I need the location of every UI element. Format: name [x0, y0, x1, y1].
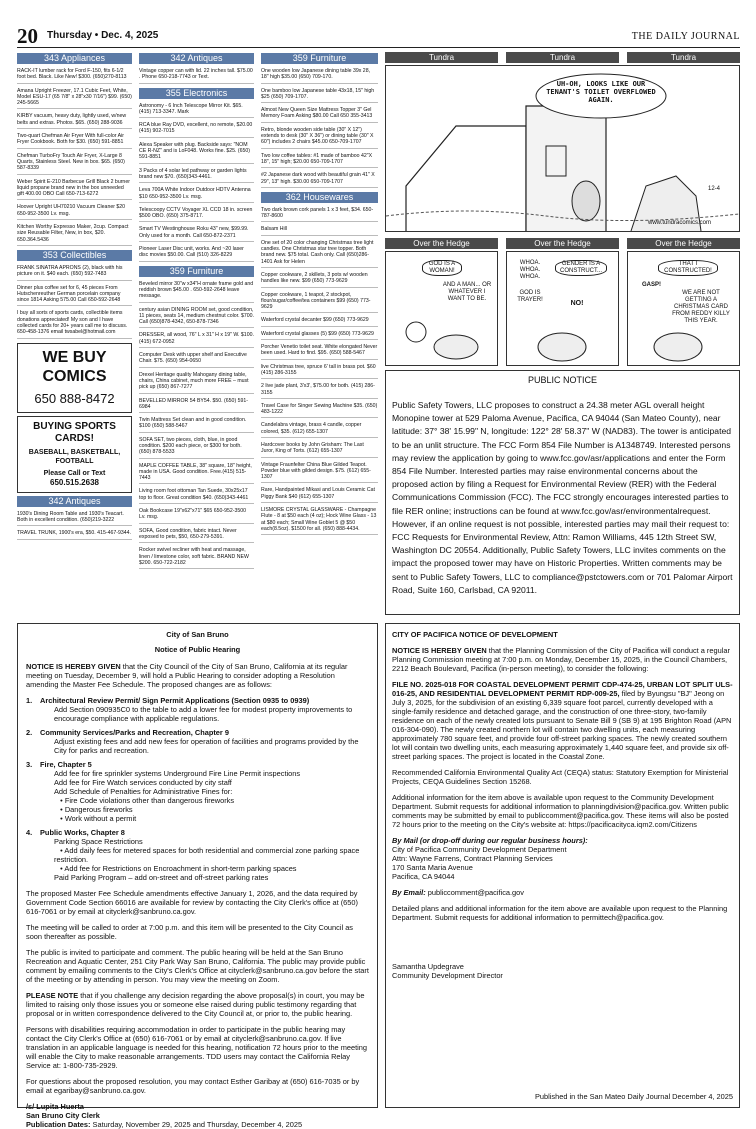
san-bruno-notice [17, 623, 378, 1129]
classified-ad: 1930's Dining Room Table and 1930's Teacart. Both in excellent condition. (650)219-3222 [17, 511, 132, 527]
page-number: 20 [17, 24, 38, 48]
classifieds-column-1 [17, 52, 132, 617]
classified-ad: One wooden low Japanese dining table 39x 28, 18" high $35.00 (650) 709-170. [261, 68, 378, 84]
classified-ad: 3 Packs of 4 solar led pathway or garden lights brand new $70. (650)343-4461. [139, 168, 254, 184]
fee-subitem: Add fee for fire sprinkler systems Underground Fire Line Permit inspections [54, 769, 301, 778]
classified-ad: Smart TV Westinghouse Roku 43" new, $99.99. Only used for a month. Call 650-872-2371 [139, 226, 254, 242]
fee-items-list [26, 696, 369, 882]
classified-ad: FRANK SINATRA APRONS (2), black with his picture on it. $40 each. (650) 592-7483 [17, 265, 132, 281]
ad-phone: 650 888-8472 [34, 390, 115, 406]
fee-item: 3. Fire, Chapter 5 Add fee for fire sprinkler systems Underground Fire Line Permit inspections Add fee for Fire Watch services conducted by city staff Add Schedule of Penalties for Administrative Fines for: • Fire Code violations other than dangerous fireworks • Dangerous fireworks • Work without a permit [26, 760, 369, 823]
signature: Samantha Updegrave Community Development Director [392, 962, 503, 980]
classified-ad: Computer Desk with upper shelf and Executive Chair. $75. (650) 954-0650 [139, 352, 254, 368]
classifieds-column-3 [261, 52, 378, 617]
notice-subtitle: Notice of Public Hearing [154, 645, 241, 654]
fee-item: 4. Public Works, Chapter 8 Parking Space Restrictions • Add daily fees for metered spaces for both residential and commercial zone parking space restriction. • Add fee for Restrictions on Encroachment in short-term parking spaces Paid Parking Program – add on-street and off-street parking rates [26, 828, 369, 882]
classified-ad: TRAVEL TRUNK, 1900's era, $50. 415-467-9344. [17, 530, 132, 539]
classified-ad: RACK-IT lumber rack for Ford F-150, fits 6-1/2 foot bed. Black. Like New! $300. (650)270-8113 [17, 68, 132, 84]
classified-ad: Two-quart Chefman Air Fryer With full-color Air Fryer Cookbook. Both for $30. (650) 591-8851 [17, 133, 132, 149]
email-section: By Email: publiccomment@pacifica.gov [392, 888, 524, 897]
notice-paragraph: Additional information for the item above is available upon request to the Community Development Department. Submit requests for additional information to planningdivision@pacifica.gov. Written public comments may be submitted by email to publiccomment@pacifica.gov. These items will also be posted 72 hours prior to the meeting on the City's website at: https://pacificacityca.iqm2.com/Citizens [392, 793, 729, 829]
fee-subitem: • Dangerous fireworks [54, 805, 133, 814]
category-header: 342 Antiques [17, 496, 132, 507]
page-header [17, 26, 740, 48]
notice-body: Public Safety Towers, LLC proposes to construct a 24.38 meter AGL overall height Monopine tower at 529 Paloma Avenue, Pacifica, CA 94044 (San Mateo County), near latitude: 37° 38' 15.99" N, longitude: 122° 28' 58.37" W (NAD83). The tower is anticipated to be an unlit structure. The FCC Form 854 File Number is A1348749. Interested persons may review the application by going to www.fcc.gov/asr/applications and enter the Form 854 File Number. Interested parties may raise environmental concerns about the proposed action by filing a Request for Environmental Review (RER) with the Federal Communications Commission (FCC). The FCC strongly encourages interested parties to file RER online; instructions can be found at www.fcc.gov/asr/environmentalrequest. However, if an online request is not possible, interested parties may mail their request to: FCC Requests for Environmental Review, Attn: Ramon Williams, 445 12th Street SW, Washington DC 20554. Additionally, Public Safety Towers, LLC invites comments on the impact the proposed tower may have on Historic Properties. Written comments may be sent to Public Safety Towers, LLC to compliance@pstctowers.com or 701 Palomar Airport Road, Suite 160, Carlsbad, CA 92011. [392, 400, 733, 595]
classified-ad: One bamboo low Japanese table 43x18, 15" high $25 (650) 709-1707. [261, 88, 378, 104]
classified-ad: Two dark brown cork panels 1 x 3 feet, $34. 650-787-8600 [261, 207, 378, 223]
fee-subitem: • Fire Code violations other than dangerous fireworks [54, 796, 235, 805]
speech-bubble: GOD IS TRAYER! [517, 290, 543, 303]
category-header: 343 Appliances [17, 53, 132, 64]
classified-ad: Rocker swivel recliner with heat and massage, linen / limestone color, soft fabric. BRAND NEW $200. 650-722-2182 [139, 547, 254, 569]
classified-ad: Waterford crystal decanter $99 (650) 773-9629 [261, 317, 378, 326]
classified-ad: Copper cookware, 2 skillets, 3 pots w/ wooden handles like new. $99 (650) 773-9629 [261, 272, 378, 288]
classified-ad: Travel Case for Singer Sewing Machine $35. (650) 483-1222 [261, 403, 378, 419]
speech-bubble: GOD IS A WOMAN! [422, 260, 462, 276]
category-header: 362 Housewares [261, 192, 378, 203]
classified-ad: Vintage Fraunfelter China Blue Gilded Teapot. Powder blue with gilded design. $75. (612) 655-1307 [261, 462, 378, 484]
fee-subitem: Add Section 090935C0 to the table to add a lower fee for modest property improvements to encourage compliance with applicable regulations. [54, 705, 355, 723]
classified-ad: Waterford crystal glasses (5) $99 (650) 773-9629 [261, 331, 378, 340]
classified-ad: #2 Japanese dark wood with beautiful grain 41" X 29", 13" high. $30.00 650-709-1707 [261, 172, 378, 188]
classified-ad: SOFA SET, two pieces, cloth, blue, in good condition. $200 each piece, or $300 for both. (650) 878-5533 [139, 437, 254, 459]
notice-intro: NOTICE IS HEREBY GIVEN that the City Council of the City of San Bruno, California at its regular meeting on Tuesday, December 9, will hold a Public Hearing to consider adopting a Resolution amending the Master Fee Schedule. The proposed changes are as follows: [26, 662, 348, 689]
classifieds-column-2 [139, 52, 254, 617]
comic-panel [627, 251, 740, 366]
comic-panel [385, 65, 740, 232]
classified-ad: Copper cookware, 1 teapot, 2 stockpot, flour/sugar/coffee/tea containers $99 (650) 773-9629 [261, 292, 378, 314]
speech-bubble: THAT I CONSTRUCTED! [658, 260, 718, 276]
classified-ad: 2 live jade plant, 3'x3', $75.00 for both. (415) 286-3155 [261, 383, 378, 399]
comic-title: Tundra [506, 52, 619, 63]
signature: /s/ Lupita Huerta San Bruno City Clerk Publication Dates: Saturday, November 29, 2025 and Thursday, December 4, 2025 [26, 1102, 303, 1129]
we-buy-comics-ad [17, 343, 132, 413]
classified-ad: Oak Bookcase 19"x62"x71" $65 650-952-3500 Lv. msg. [139, 508, 254, 524]
over-the-hedge-comic [385, 238, 740, 366]
paper-name: THE DAILY JOURNAL [631, 31, 740, 42]
classified-ad: Two low coffee tables: #1 made of bamboo 42"X 18", 15" high; $20.00 650-709-1707 [261, 153, 378, 169]
pacifica-notice [385, 623, 740, 1108]
classified-ad: Porcher Venetio toilet seat. White elongated Never been used. Hard to find. $95. (650) 588-5467 [261, 344, 378, 360]
speech-bubble: GENDER IS A CONSTRUCT... [555, 260, 607, 276]
fee-subitem: Add Schedule of Penalties for Administrative Fines for: [54, 787, 233, 796]
issue-date: Thursday • Dec. 4, 2025 [47, 30, 159, 41]
classified-ad: Weber Spirit E-210 Barbecue Grill Black 2 burner liquid propane brand new in the box unneeded gift 400.00 OBO Call 650-713-6272 [17, 179, 132, 201]
tundra-comic [385, 52, 740, 232]
category-header: 353 Collectibles [17, 250, 132, 261]
classified-ad: Telescoopy CCTV Voyager XL CCD 18 in. screen $500 OBO. (650) 375-8717. [139, 207, 254, 223]
notice-paragraph: Persons with disabilities requiring accommodation in order to participate in the public hearing may contact the City Clerk's Office at (650) 616-7061 or by email at cityclerk@sanbruno.ca.gov. If live translation in an applicable language is needed for this hearing, notification 72 hours prior to the meeting will enable the City to make reasonable arrangements. TDD users may contact the California Relay Service at: 1-800-735-2929. [26, 1025, 368, 1070]
comic-panel [506, 251, 619, 366]
comic-website: www.tundracomics.com [648, 220, 712, 226]
fee-subitem: Parking Space Restrictions [54, 837, 143, 846]
classified-ad: Hoover Upright UH70210 Vacuum Cleaner $20 650-952-3500 Lv. msg. [17, 204, 132, 220]
speech-bubble: GASP! [642, 282, 662, 288]
category-header: 359 Furniture [139, 266, 254, 277]
classified-ad: SOFA, Good condition, fabric intact. Never exposed to pets, $50, 650-279-5391. [139, 528, 254, 544]
public-notice-box [385, 370, 740, 615]
ad-call: Please Call or Text [43, 469, 106, 477]
fee-subitem: Add fee for Fire Watch services conducted by city staff [54, 778, 232, 787]
classified-ad: One set of 20 color changing Christmas tree light candles. One Christmas star tree topper. Both brand new. $75 total. Cash only. Call (650)286-1401 Ask for Helen [261, 240, 378, 268]
comic-title: Tundra [627, 52, 740, 63]
category-header: 359 Furniture [261, 53, 378, 64]
classified-ad: Beveled mirror 30"w x34"H ornate frame gold and reddish brown $45.00 . 650-592-2648 leave message. [139, 281, 254, 303]
classified-ad: Chefman TurboFry Touch Air Fryer, X-Large 8 Quarts, Stainless Steel. New in box. $65. (650) 587-8339 [17, 153, 132, 175]
classified-ad: Vintage copper can with lid. 22 inches tall. $75.00 . Phone 650-218-7743 or Text. [139, 68, 254, 84]
notice-paragraph: The meeting will be called to order at 7:00 p.m. and this item will be presented to the City Council as soon thereafter as possible. [26, 923, 353, 941]
classified-ad: DRESSER, all wood, 76" L x 31" H x 19" W. $100. (415) 672-0952 [139, 332, 254, 348]
classified-ad: Balsam Hill [261, 226, 378, 235]
fee-subitem: Paid Parking Program – add on-street and off-street parking rates [54, 873, 269, 882]
comic-title: Over the Hedge [627, 238, 740, 249]
notice-paragraph: FILE NO. 2025-018 FOR COASTAL DEVELOPMENT PERMIT CDP-474-25, URBAN LOT SPLIT ULS-016-25, AND RESIDENTIAL DEVELOPMENT PERMIT RDP-009-25, filed by Byungsu "BJ" Jeong on July 3, 2025, for the subdivision of an existing 6,339 square foot parcel, currently developed with a single-family residence and detached garage, and the construction of one three-story, two-family residence on each of the newly created lots pursuant to Senate Bill 9 (SB 9) at 195 Brighton Road (APN 016-304-090). The newly created northern lot will contain two dwelling units, each measuring approximately 780 square feet, and provide four off-street parking spaces. The newly created southern lot will contain two dwelling units, each measuring approximately 1,440 square feet, and provide six off-street parking spaces. The project is located in the Coastal Zone. [392, 680, 733, 761]
speech-bubble: UH-OH, LOOKS LIKE OUR TENANT'S TOILET OVERFLOWED AGAIN. [546, 80, 656, 104]
classified-ad: Living room foot ottoman Tan Suede, 30x25x17 top to floor. Great condition $40. (650)343-4461 [139, 488, 254, 504]
classified-ad: Hardcover books by John Grisham: The Last Juror, King of Torts. (612) 655-1307 [261, 442, 378, 458]
classified-ad: Alexa Speaker with plug. Backside says: "NOM CE R-NZ" and is LoF048. Works fine. $25. (650) 591-8851 [139, 142, 254, 164]
classified-ad: MAPLE COFFEE TABLE, 38" square, 18" height, made in USA. Good condition. Free.(415) 515-7443 [139, 463, 254, 485]
notice-title: CITY OF PACIFICA NOTICE OF DEVELOPMENT [392, 630, 558, 639]
classified-ad: Kitchen Worthy Expresso Maker, 2cup. Compact size Reusable Filter, New, in box, $20. 650.364.5436 [17, 224, 132, 246]
fee-subitem: Adjust existing fees and add new fees for operation of facilities and programs provided by the City for parks and recreation. [54, 737, 361, 755]
classified-ad: LISMORE CRYSTAL GLASSWARE - Champagne Flute - 8 at $50 each (4 oz); Hock Wine Glass - 13 at $80 each; Small Wine Goblet 5 @ $50 each(8.5oz). $1500 for all. (650) 888-4434. [261, 507, 378, 535]
classified-ad: Candelabra vintage, brass 4 candle, copper colored, $35. (612) 655-1307 [261, 422, 378, 438]
classified-ad: Almost New Queen Size Mattress Topper 3" Gel Memory Foam Asking $80.00 Call 650 355-3413 [261, 107, 378, 123]
published-line: Published in the San Mateo Daily Journal December 4, 2025 [534, 1092, 733, 1101]
classified-ad: Leva 700A White Indoor Outdoor HDTV Antenna $10 650-952-3500 Lv. msg. [139, 187, 254, 203]
notice-paragraph: For questions about the proposed resolution, you may contact Esther Garibay at (650) 616-7035 or by email at egaribay@sanbruno.ca.gov. [26, 1077, 360, 1095]
comic-title: Over the Hedge [385, 238, 498, 249]
classified-ad: Retro, blonde wooden side table (30" X 12") extends to desk (30" X 36") or dining table (30" X 60") includes 2 chairs $45.00 650-709-1707 [261, 127, 378, 149]
classified-ad: Amana Upright Freezer, 17.1 Cubic Feet, White, Model ESU-17 (65 7/8" x 28"x30 7/16") $99. (650) 245-5665 [17, 88, 132, 110]
classified-ad: Rare, Handpainted Mikasi and Louis Ceramic Cat Piggy Bank $40 (612) 655-1307 [261, 487, 378, 503]
ad-subtitle: BASEBALL, BASKETBALL, FOOTBALL [28, 448, 121, 465]
notice-paragraph: NOTICE IS HEREBY GIVEN that the Planning Commission of the City of Pacifica will conduct a regular Planning Commission meeting at 7:00 p.m. on Monday, December 15, 2025, in the Council Chambers, 2212 Beach Boulevard, Pacifica (in-person meeting), to consider the following: [392, 646, 730, 673]
notice-title: PUBLIC NOTICE [527, 375, 597, 385]
buying-sports-cards-ad [17, 416, 132, 493]
notice-paragraph: PLEASE NOTE that if you challenge any decision regarding the above proposal(s) in court, you may be limited to raising only those issues you or someone else raised during public testimony regarding that proposal or in written correspondence delivered to the City Council at, or prior to, the public hearing. [26, 991, 365, 1018]
speech-bubble: WE ARE NOT GETTING A CHRISTMAS CARD FROM REDDY KILLY THIS YEAR. [672, 290, 730, 324]
notice-title: City of San Bruno [166, 630, 229, 639]
classified-ad: KIRBY vacuum, heavy duty, lightly used, w/new belts and extras. Photos. $65. (650) 288-9036 [17, 113, 132, 129]
classified-ad: I buy all sorts of sports cards, collectible items donations appreciated! My son and I have collected cards for 20+ years call me to discuss. 650-458-1376 email twsabel@hotmail.com [17, 310, 132, 338]
notice-paragraph: Detailed plans and additional information for the item above are available upon request to the Planning Department. Submit requests for additional information to permittech@pacifica.gov. [392, 904, 728, 922]
classified-ad: Pioneer Laser Disc unit, works. And ~20 laser disc movies $50.00. Call (510) 326-8229 [139, 246, 254, 262]
classified-ad: Twin Mattress Set clean and in good condition. $100 (650) 588-5467 [139, 417, 254, 433]
classified-ad: BEVELLED MIRROR 54 BY54. $50. (650) 591-6984 [139, 398, 254, 414]
classified-ad: Astronomy - 6 Inch Telescope Mirror Kit. $65. (415) 713-3347. Mark [139, 103, 254, 119]
comic-date: 12-4 [708, 186, 721, 192]
comic-panel [385, 251, 498, 366]
notice-paragraph: Recommended California Environmental Quality Act (CEQA) status: Statutory Exemption for Ministerial Projects, CEQA Guidelines Section 15268. [392, 768, 729, 786]
mail-section: By Mail (or drop-off during our regular business hours): City of Pacifica Community Development Department Attn: Wayne Farrens, Contract Planning Services 170 Santa Maria Avenue Pacifica, CA 94044 [392, 836, 588, 881]
classified-ad: RCA blue Ray DVD, excellent, no remote, $20.00 (415) 902-7015 [139, 122, 254, 138]
fee-item: 2. Community Services/Parks and Recreation, Chapter 9 Adjust existing fees and add new fees for operation of facilities and programs provided by the City for parks and recreation. [26, 728, 369, 755]
classified-ad: Drexel Heritage quality Mahogany dining table, chairs, China cabinet, much more FREE – must pick up (650) 867-7277 [139, 372, 254, 394]
speech-bubble: WHOA. WHOA. WHOA. [519, 260, 541, 280]
ad-phone: 650.515.2638 [50, 477, 99, 487]
classified-ad: Dinner plus coffee set for 6, 45 pieces From Hutschenreuther German porcelain company since 1814 Asking 575.00 Call 650-592-2648 [17, 285, 132, 307]
speech-bubble: NO! [570, 300, 584, 307]
comic-title: Tundra [385, 52, 498, 63]
speech-bubble: AND A MAN... OR WHATEVER I WANT TO BE. [442, 282, 492, 302]
category-header: 342 Antiques [139, 53, 254, 64]
comic-title: Over the Hedge [506, 238, 619, 249]
fee-subitem: • Work without a permit [54, 814, 137, 823]
ad-title: WE BUY COMICS [42, 348, 107, 385]
notice-paragraph: The public is invited to participate and comment. The public hearing will be held at the San Bruno Recreation and Aquatic Center, 251 City Park Way San Bruno, California. The public may provide public comment by emailing comments to the City's Clerk's Office at cityclerk@sanbruno.ca.gov before the start of the meeting or by attending in person. You may view the meeting on Zoom. [26, 948, 369, 984]
category-header: 355 Electronics [139, 88, 254, 99]
notice-paragraph: The proposed Master Fee Schedule amendments effective January 1, 2026, and the data required by Government Code Section 66016 are available for review by contacting the City Clerk's office at (650) 616-7061 or by email at cityclerk@sanbruno.ca.gov. [26, 889, 358, 916]
fee-subitem: • Add fee for Restrictions on Encroachment in short-term parking spaces [54, 864, 297, 873]
classified-ad: live Christmas tree, spruce 6' tall in brass pot. $60 (415) 286-3155 [261, 364, 378, 380]
fee-subitem: • Add daily fees for metered spaces for both residential and commercial zone parking space restriction. [54, 846, 362, 864]
ad-title: BUYING SPORTS CARDS! [33, 420, 116, 444]
classified-ad: century asian DINING ROOM set, good condition, 11 pieces, seats 14, medium chestnut color. $700. Call (650)878-4342, 650-878-7346 [139, 307, 254, 329]
fee-item: 1. Architectural Review Permit/ Sign Permit Applications (Section 0935 to 0939) Add Section 090935C0 to the table to add a lower fee for modest property improvements to encourage compliance with applicable regulations. [26, 696, 369, 723]
